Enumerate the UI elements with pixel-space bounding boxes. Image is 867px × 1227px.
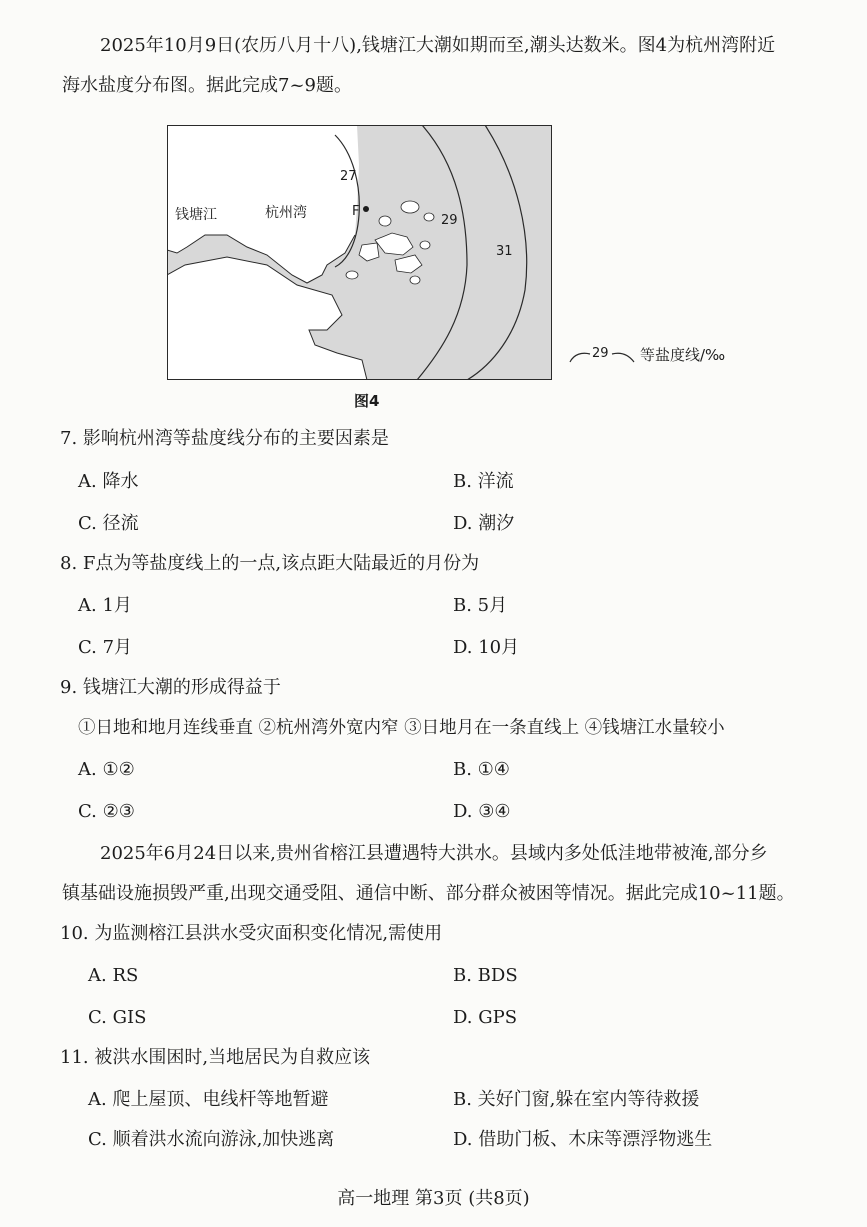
intro-paragraph-2-line-1: 2025年6月24日以来,贵州省榕江县遭遇特大洪水。县域内多处低洼地带被淹,部分乡 xyxy=(100,843,768,864)
label-bay: 杭州湾 xyxy=(265,205,307,221)
question-8-option-b: B. 5月 xyxy=(453,595,508,616)
intro-paragraph-1-line-1: 2025年10月9日(农历八月十八),钱塘江大潮如期而至,潮头达数米。图4为杭州湾附近 xyxy=(100,35,776,56)
question-10-option-c: C. GIS xyxy=(88,1007,147,1028)
question-11-option-d: D. 借助门板、木床等漂浮物逃生 xyxy=(453,1129,713,1150)
legend-label: 等盐度线/‰ xyxy=(640,346,726,364)
question-10-stem: 10. 为监测榕江县洪水受灾面积变化情况,需使用 xyxy=(60,923,443,944)
label-iso-31: 31 xyxy=(496,244,513,259)
question-7-option-b: B. 洋流 xyxy=(453,471,514,492)
label-point-f: F xyxy=(352,204,360,219)
map-legend xyxy=(568,342,758,370)
question-10-option-b: B. BDS xyxy=(453,965,518,986)
question-10-option-a: A. RS xyxy=(88,965,139,986)
label-iso-29: 29 xyxy=(441,213,458,228)
salinity-map xyxy=(167,125,552,380)
question-8-option-d: D. 10月 xyxy=(453,637,520,658)
question-9-option-c: C. ②③ xyxy=(78,801,135,822)
question-7-stem: 7. 影响杭州湾等盐度线分布的主要因素是 xyxy=(60,428,389,449)
question-10-option-d: D. GPS xyxy=(453,1007,518,1028)
question-9-stem: 9. 钱塘江大潮的形成得益于 xyxy=(60,677,281,698)
question-11-stem: 11. 被洪水围困时,当地居民为自救应该 xyxy=(60,1047,371,1068)
question-7-option-a: A. 降水 xyxy=(78,471,139,492)
question-11-option-b: B. 关好门窗,躲在室内等待救援 xyxy=(453,1089,700,1110)
label-river: 钱塘江 xyxy=(175,207,217,223)
question-8-option-c: C. 7月 xyxy=(78,637,133,658)
label-iso-27: 27 xyxy=(340,169,357,184)
legend-sample-value: 29 xyxy=(592,346,609,361)
question-7-option-d: D. 潮汐 xyxy=(453,513,515,534)
question-11-option-c: C. 顺着洪水流向游泳,加快逃离 xyxy=(88,1129,335,1150)
question-9-statements: ①日地和地月连线垂直 ②杭州湾外宽内窄 ③日地月在一条直线上 ④钱塘江水量较小 xyxy=(78,718,725,738)
question-9-option-d: D. ③④ xyxy=(453,801,511,822)
intro-paragraph-1-line-2: 海水盐度分布图。据此完成7~9题。 xyxy=(62,75,352,96)
page-footer: 高一地理 第3页 (共8页) xyxy=(337,1188,530,1209)
question-8-stem: 8. F点为等盐度线上的一点,该点距大陆最近的月份为 xyxy=(60,553,480,574)
question-7-option-c: C. 径流 xyxy=(78,513,139,534)
question-9-option-b: B. ①④ xyxy=(453,759,510,780)
intro-paragraph-2-line-2: 镇基础设施损毁严重,出现交通受阻、通信中断、部分群众被困等情况。据此完成10~11题。 xyxy=(62,883,795,904)
question-9-option-a: A. ①② xyxy=(78,759,135,780)
question-11-option-a: A. 爬上屋顶、电线杆等地暂避 xyxy=(88,1089,329,1110)
point-f-marker xyxy=(363,206,369,212)
figure-caption: 图4 xyxy=(354,392,380,410)
question-8-option-a: A. 1月 xyxy=(78,595,132,616)
